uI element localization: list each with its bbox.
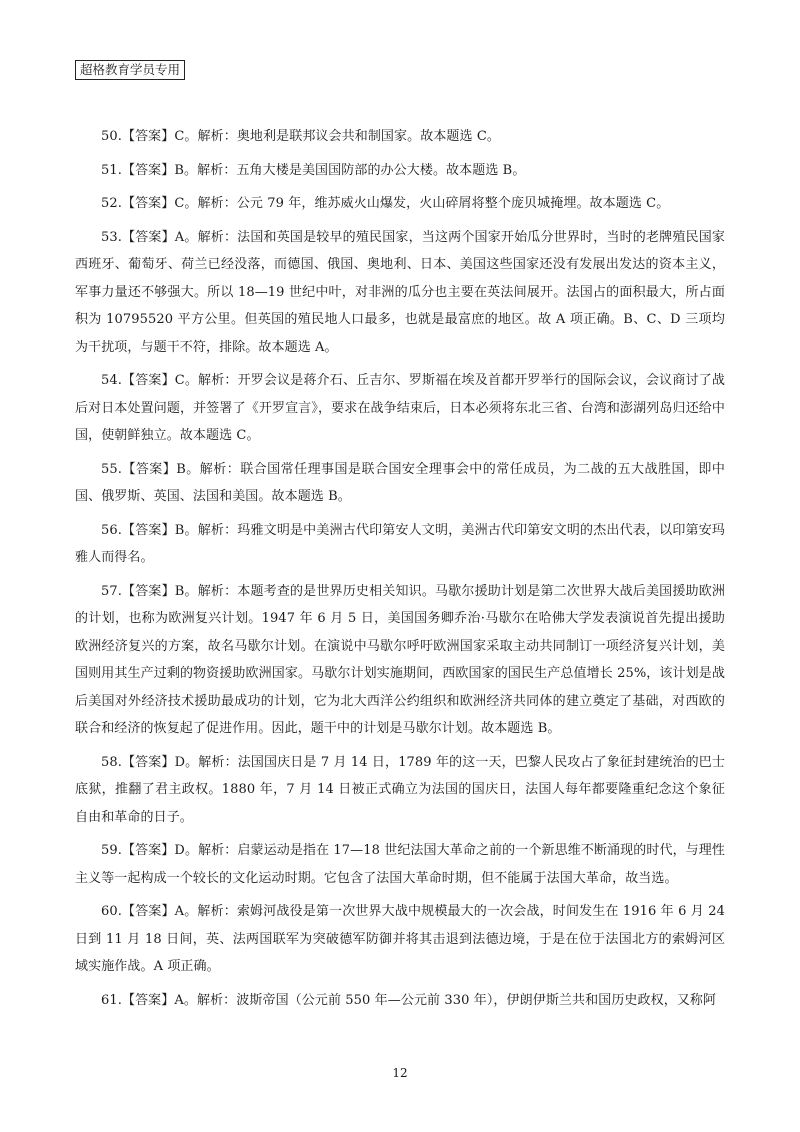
answer-explanation: 解析：波斯帝国（公元前 550 年—公元前 330 年），伊朗伊斯兰共和国历史政权，又称阿 xyxy=(196,992,717,1008)
answer-item xyxy=(75,987,725,1015)
answer-item xyxy=(75,749,725,832)
answer-explanation: 解析：五角大楼是美国国防部的办公大楼。故本题选 B。 xyxy=(197,162,526,178)
answer-item xyxy=(75,456,725,511)
answer-explanation: 解析：启蒙运动是指在 17—18 世纪法国大革命之前的一个新思维不断涌现的时代，与理性主义等一起构成一个较长的文化运动时期。它包含了法国大革命时期，但不能属于法国大革命，故当选。 xyxy=(75,843,726,886)
answer-prefix: 60.【答案】A。 xyxy=(101,904,198,919)
answer-explanation: 解析：公元 79 年，维苏威火山爆发，火山碎屑将整个庞贝城掩埋。故本题选 C。 xyxy=(197,196,670,211)
answer-item xyxy=(75,190,725,218)
answer-prefix: 57.【答案】B。 xyxy=(101,583,198,599)
answer-item xyxy=(75,898,725,981)
answer-prefix: 53.【答案】A。 xyxy=(101,229,198,245)
answer-list xyxy=(75,123,725,1020)
answer-item xyxy=(75,157,725,185)
answer-prefix: 55.【答案】B。 xyxy=(101,461,200,477)
answer-prefix: 50.【答案】C。 xyxy=(101,129,198,144)
answer-explanation: 解析：联合国常任理事国是联合国安全理事会中的常任成员，为二战的五大战胜国，即中国、俄罗斯、英国、法国和美国。故本题选 B。 xyxy=(75,461,725,504)
answer-explanation: 解析：玛雅文明是中美洲古代印第安人文明，美洲古代印第安文明的杰出代表，以印第安玛雅人而得名。 xyxy=(75,522,725,565)
answer-explanation: 解析：奥地利是联邦议会共和制国家。故本题选 C。 xyxy=(197,129,501,144)
answer-item xyxy=(75,578,725,743)
answer-item xyxy=(75,224,725,362)
answer-prefix: 51.【答案】B。 xyxy=(101,162,198,178)
answer-explanation: 解析：法国国庆日是 7 月 14 日，1789 年的这一天，巴黎人民攻占了象征封建统治的巴士底狱，推翻了君主政权。1880 年，7 月 14 日被正式确立为法国的国庆日，法国人每年都要隆重纪念这个象征自由和革命的日子。 xyxy=(75,754,725,825)
answer-prefix: 58.【答案】D。 xyxy=(101,754,199,770)
answer-prefix: 54.【答案】C。 xyxy=(101,373,199,388)
answer-item xyxy=(75,367,725,450)
answer-item xyxy=(75,123,725,151)
answer-prefix: 56.【答案】B。 xyxy=(101,522,198,538)
student-use-label: 超格教育学员专用 xyxy=(75,60,185,80)
answer-explanation: 解析：开罗会议是蒋介石、丘吉尔、罗斯福在埃及首都开罗举行的国际会议，会议商讨了战后对日本处置问题，并签署了《开罗宣言》，要求在战争结束后，日本必须将东北三省、台湾和澎湖列岛归还给中国，使朝鲜独立。故本题选 C。 xyxy=(75,373,725,443)
answer-explanation: 解析：本题考查的是世界历史相关知识。马歇尔援助计划是第二次世界大战后美国援助欧洲的计划，也称为欧洲复兴计划。1947 年 6 月 5 日，美国国务卿乔治·马歇尔在哈佛大学发表演说首先提出援助欧洲经济复兴的方案，故名马歇尔计划。在演说中马歇尔呼吁欧洲国家采取主动共同制订一项经济复兴计划，美国则用其生产过剩的物资援助欧洲国家。马歇尔计划实施期间，西欧国家的国民生产总值增长 25%，该计划是战后美国对外经济技术援助最成功的计划，它为北大西洋公约组织和欧洲经济共同体的建立奠定了基础，对西欧的联合和经济的恢复起了促进作用。因此，题干中的计划是马歇尔计划。故本题选 B。 xyxy=(75,583,725,736)
page-number: 12 xyxy=(392,1066,408,1080)
answer-prefix: 59.【答案】D。 xyxy=(101,843,199,858)
answer-item xyxy=(75,837,725,892)
answer-prefix: 61.【答案】A。 xyxy=(101,992,197,1008)
answer-explanation: 解析：法国和英国是较早的殖民国家，当这两个国家开始瓜分世界时，当时的老牌殖民国家西班牙、葡萄牙、荷兰已经没落，而德国、俄国、奥地利、日本、美国这些国家还没有发展出发达的资本主义，军事力量还不够强大。所以 18—19 世纪中叶，对非洲的瓜分也主要在英法间展开。法国占的面积最大，所占面积为 10795520 平方公里。但英国的殖民地人口最多，也就是最富庶的地区。故 A 项正确。B、C、D 三项均为干扰项，与题干不符，排除。故本题选 A。 xyxy=(75,229,725,355)
answer-item xyxy=(75,517,725,572)
answer-prefix: 52.【答案】C。 xyxy=(101,196,198,211)
answer-explanation: 解析：索姆河战役是第一次世界大战中规模最大的一次会战，时间发生在 1916 年 6 月 24 日到 11 月 18 日间，英、法两国联军为突破德军防御并将其击退到法德边境，于是在位于法国北方的索姆河区域实施作战。A 项正确。 xyxy=(75,904,725,974)
